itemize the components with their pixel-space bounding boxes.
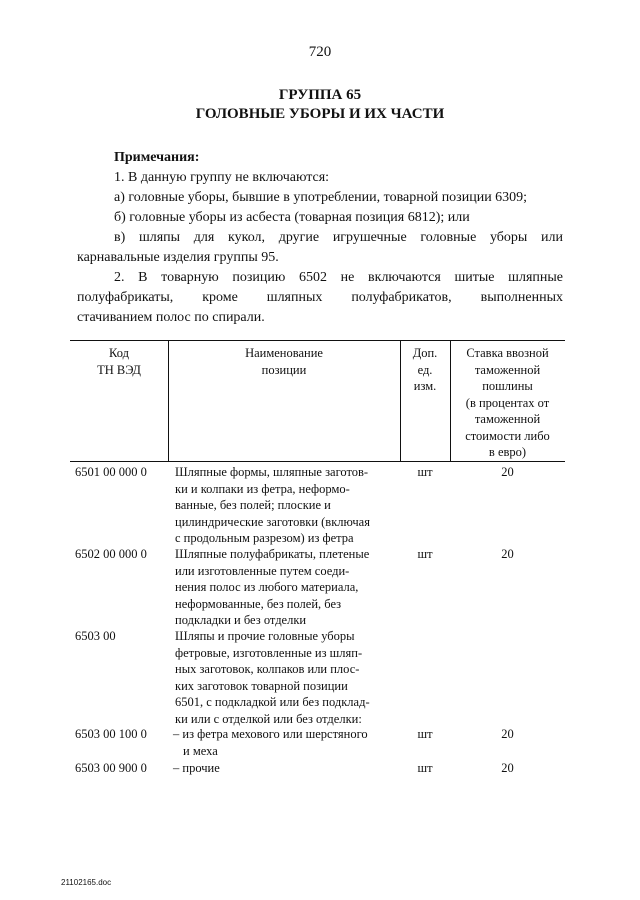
notes-section xyxy=(77,148,563,328)
notes-heading: Примечания: xyxy=(114,150,200,165)
note-1: 1. В данную группу не включаются: xyxy=(114,170,330,185)
row-name xyxy=(175,464,400,547)
note-2-line1: 2. В товарную позицию 6502 не включаются шитые шляпные xyxy=(114,270,563,285)
row-name-line: нения полос из любого материала, xyxy=(175,580,359,594)
row-name-line: ки и колпаки из фетра, неформо- xyxy=(175,481,350,496)
row-unit: шт xyxy=(417,727,433,741)
row-name-line: – из фетра мехового или шерстяного xyxy=(173,727,368,741)
row-name-line: ких заготовок товарной позиции xyxy=(175,678,348,693)
group-title-line2: ГОЛОВНЫЕ УБОРЫ И ИХ ЧАСТИ xyxy=(195,106,445,122)
header-rate-line: стоимости либо xyxy=(465,428,550,443)
note-2-line3: стачиванием полос по спирали. xyxy=(77,310,265,325)
row-name-line: – прочие xyxy=(173,761,220,775)
row-name xyxy=(173,726,400,759)
header-rate-line: (в процентах от xyxy=(465,395,550,410)
row-name-line: Шляпы и прочие головные уборы xyxy=(175,629,355,643)
row-name-line: цилиндрические заготовки (включая xyxy=(175,514,370,529)
header-rate-line: таможенной xyxy=(474,362,541,377)
header-unit-line: ед. xyxy=(417,362,433,377)
note-1c-line1: в) шляпы для кукол, другие игрушечные головные уборы или xyxy=(114,230,563,245)
row-name-line: или изготовленные путем соеди- xyxy=(175,563,350,578)
header-unit-line: изм. xyxy=(413,379,437,393)
row-name-line: с продольным разрезом) из фетра xyxy=(175,531,354,545)
note-1a: а) головные уборы, бывшие в употреблении, товарной позиции 6309; xyxy=(114,190,528,205)
row-code: 6502 00 000 0 xyxy=(75,547,147,561)
row-name-line: неформованные, без полей, без xyxy=(175,596,342,611)
header-code xyxy=(70,345,168,378)
row-unit: шт xyxy=(417,761,433,775)
row-name-line: ванные, без полей; плоские и xyxy=(175,498,331,512)
row-name xyxy=(175,546,400,629)
row-name-line: Шляпные формы, шляпные заготов- xyxy=(175,465,369,479)
header-rate-line: таможенной xyxy=(474,412,541,426)
header-rate xyxy=(450,345,565,461)
table-top-rule xyxy=(70,340,565,341)
header-code-line: ТН ВЭД xyxy=(97,362,141,377)
row-code: 6501 00 000 0 xyxy=(75,465,147,479)
table-header-rule xyxy=(70,461,565,462)
note-1b: б) головные уборы из асбеста (товарная позиция 6812); или xyxy=(114,210,470,225)
header-name xyxy=(168,345,400,378)
page-number: 720 xyxy=(308,44,332,60)
row-name-line: фетровые, изготовленные из шляп- xyxy=(175,645,363,660)
row-name xyxy=(175,628,400,727)
row-rate: 20 xyxy=(501,465,514,479)
footer-filename: 21102165.doc xyxy=(61,878,112,887)
header-name-line: позиции xyxy=(261,362,307,377)
note-1c-line2: карнавальные изделия группы 95. xyxy=(77,250,279,265)
row-name-line: Шляпные полуфабрикаты, плетеные xyxy=(175,547,370,561)
row-rate: 20 xyxy=(501,761,514,775)
row-name-line: ных заготовок, колпаков или плос- xyxy=(175,662,360,676)
header-rate-line: Ставка ввозной xyxy=(466,346,549,360)
row-rate: 20 xyxy=(501,547,514,561)
header-unit-line: Доп. xyxy=(412,346,438,360)
group-title xyxy=(0,86,640,124)
row-name-line: ки или с отделкой или без отделки: xyxy=(175,711,362,726)
header-code-line: Код xyxy=(109,346,129,360)
row-unit: шт xyxy=(417,547,433,561)
header-rate-line: пошлины xyxy=(482,379,533,393)
group-title-line1: ГРУППА 65 xyxy=(278,87,362,103)
row-name-line: 6501, с подкладкой или без подклад- xyxy=(175,695,370,709)
row-unit: шт xyxy=(417,465,433,479)
row-name-line: и меха xyxy=(183,743,218,758)
note-2-line2: полуфабрикаты, кроме шляпных полуфабрикатов, выполненных xyxy=(77,290,563,305)
row-rate: 20 xyxy=(501,727,514,741)
row-code: 6503 00 100 0 xyxy=(75,727,147,741)
row-name-line: подкладки и без отделки xyxy=(175,613,307,627)
row-name xyxy=(173,760,400,777)
row-code: 6503 00 900 0 xyxy=(75,761,147,775)
row-code: 6503 00 xyxy=(75,629,116,643)
header-unit xyxy=(400,345,450,395)
header-name-line: Наименование xyxy=(245,346,323,360)
header-rate-line: в евро) xyxy=(488,445,527,459)
